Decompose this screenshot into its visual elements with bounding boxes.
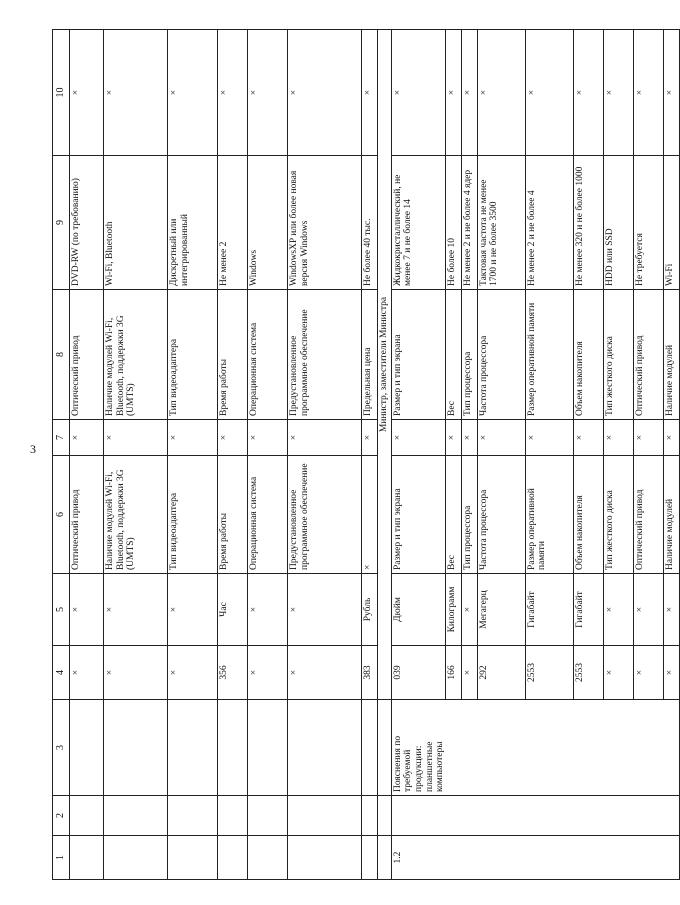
table-cell: Не менее 2 и не более 4 xyxy=(525,156,573,290)
table-cell: × xyxy=(362,456,378,574)
rotated-page xyxy=(52,30,675,880)
table-cell: Оптический привод xyxy=(633,290,663,420)
table-cell: × xyxy=(633,30,663,156)
table-cell xyxy=(218,700,248,796)
table-cell: × xyxy=(603,646,633,700)
table-cell: × xyxy=(168,420,218,456)
table-cell: Тип жесткого диска xyxy=(603,456,633,574)
table-cell: Предустановленное программное обеспечение xyxy=(288,456,362,574)
section-cell xyxy=(378,700,392,796)
section-label: Министр, заместители Министра xyxy=(378,30,392,700)
table-cell: Тип процессора xyxy=(461,290,477,420)
table-cell xyxy=(168,796,218,836)
table-cell: 2553 xyxy=(525,646,573,700)
table-cell: × xyxy=(248,420,288,456)
table-cell: Тактовая частота не менее 1700 и не более 3500 xyxy=(477,156,525,290)
table-cell: × xyxy=(104,646,168,700)
table-cell: Операционная система xyxy=(248,290,288,420)
table-cell: WindowsXP или более новая версия Windows xyxy=(288,156,362,290)
table-cell: × xyxy=(477,420,525,456)
table-cell: Оптический привод xyxy=(70,456,104,574)
table-cell: Размер оперативной памяти xyxy=(525,456,573,574)
table-cell: Наличие модулей Wi-Fi, Bluetooth, поддержки 3G (UMTS) xyxy=(104,290,168,420)
header-cell: 10 xyxy=(53,30,70,156)
table-cell xyxy=(218,836,248,880)
table-cell: × xyxy=(573,420,603,456)
page-number: 3 xyxy=(30,442,36,456)
table-cell: × xyxy=(70,646,104,700)
table-cell xyxy=(288,836,362,880)
table-cell xyxy=(168,700,218,796)
table-cell: Вес xyxy=(445,290,461,420)
table-cell xyxy=(70,836,104,880)
table-cell xyxy=(248,796,288,836)
empty-cell xyxy=(391,796,679,836)
table-cell: × xyxy=(663,420,679,456)
table-row xyxy=(168,30,218,880)
table-row xyxy=(288,30,362,880)
table-cell xyxy=(218,796,248,836)
table-cell: × xyxy=(461,30,477,156)
table-cell xyxy=(70,700,104,796)
table-cell: × xyxy=(477,30,525,156)
table-cell: Час xyxy=(218,574,248,646)
header-cell: 1 xyxy=(53,836,70,880)
table-cell: Тип видеоадаптера xyxy=(168,290,218,420)
table-cell: Рубль xyxy=(362,574,378,646)
table-cell: × xyxy=(248,574,288,646)
table-cell: Не более 10 xyxy=(445,156,461,290)
table-cell: × xyxy=(70,420,104,456)
table-cell: Не менее 320 и не более 1000 xyxy=(573,156,603,290)
table-cell: Оптический привод xyxy=(70,290,104,420)
table-cell: Предельная цена xyxy=(362,290,378,420)
section-cell xyxy=(378,796,392,836)
table-cell: Тип видеоадаптера xyxy=(168,456,218,574)
table-cell: × xyxy=(461,574,477,646)
table-cell: Наличие модулей Wi-Fi, Bluetooth, поддержки 3G (UMTS) xyxy=(104,456,168,574)
table-cell: × xyxy=(104,574,168,646)
table-row xyxy=(248,30,288,880)
table-cell: Не менее 2 xyxy=(218,156,248,290)
table-cell: Оптический привод xyxy=(633,456,663,574)
table-cell: × xyxy=(104,30,168,156)
table-cell: DVD-RW (по требованию) xyxy=(70,156,104,290)
table-cell: × xyxy=(663,646,679,700)
table-cell: × xyxy=(218,420,248,456)
table-cell xyxy=(362,796,378,836)
table-cell: Жидкокристаллический, не менее 7 и не более 14 xyxy=(391,156,445,290)
table-row xyxy=(218,30,248,880)
table-cell: Операционная система xyxy=(248,456,288,574)
header-cell: 7 xyxy=(53,420,70,456)
table-cell: 166 xyxy=(445,646,461,700)
table-cell: Гигабайт xyxy=(525,574,573,646)
table-cell: × xyxy=(603,30,633,156)
table-cell xyxy=(288,700,362,796)
table-cell: Размер и тип экрана xyxy=(391,456,445,574)
table-cell: Вес xyxy=(445,456,461,574)
table-cell xyxy=(248,836,288,880)
table-cell: × xyxy=(525,30,573,156)
table-cell: Тип процессора xyxy=(461,456,477,574)
table-cell: × xyxy=(445,30,461,156)
table-cell: Предустановленное программное обеспечение xyxy=(288,290,362,420)
table-cell: × xyxy=(248,646,288,700)
table-cell: Объем накопителя xyxy=(573,290,603,420)
table-cell: 2553 xyxy=(573,646,603,700)
table-cell: × xyxy=(663,574,679,646)
requirements-table xyxy=(52,29,680,880)
table-cell: 383 xyxy=(362,646,378,700)
table-cell: × xyxy=(218,30,248,156)
table-cell: Дискретный или интегрированный xyxy=(168,156,218,290)
position-number: 1.2 xyxy=(391,836,679,880)
header-cell: 4 xyxy=(53,646,70,700)
table-cell: × xyxy=(461,420,477,456)
table-cell: × xyxy=(70,30,104,156)
table-cell xyxy=(104,836,168,880)
table-cell: Время работы xyxy=(218,456,248,574)
table-cell: Не менее 2 и не более 4 ядер xyxy=(461,156,477,290)
table-cell: Wi-Fi, Bluetooth xyxy=(104,156,168,290)
table-cell: × xyxy=(70,574,104,646)
table-cell: Размер и тип экрана xyxy=(391,290,445,420)
table-cell: × xyxy=(391,30,445,156)
table-cell: Размер оперативной памяти xyxy=(525,290,573,420)
table-cell xyxy=(168,836,218,880)
table-cell: Время работы xyxy=(218,290,248,420)
table-cell: 292 xyxy=(477,646,525,700)
table-cell: Частота процессора xyxy=(477,290,525,420)
table-cell: × xyxy=(362,420,378,456)
table-cell xyxy=(248,700,288,796)
table-cell: × xyxy=(168,574,218,646)
table-cell: × xyxy=(248,30,288,156)
table-cell: × xyxy=(633,646,663,700)
table-cell: × xyxy=(288,420,362,456)
table-cell: 039 xyxy=(391,646,445,700)
table-cell: × xyxy=(633,574,663,646)
table-cell: × xyxy=(168,646,218,700)
section-row xyxy=(378,30,392,880)
table-cell: HDD или SSD xyxy=(603,156,633,290)
table-cell: × xyxy=(288,574,362,646)
table-cell: × xyxy=(573,30,603,156)
table-cell: × xyxy=(288,30,362,156)
table-cell: Наличие модулей xyxy=(663,290,679,420)
header-row xyxy=(53,30,70,880)
table-cell: Не более 40 тыс. xyxy=(362,156,378,290)
header-cell: 3 xyxy=(53,700,70,796)
header-cell: 6 xyxy=(53,456,70,574)
table-cell: × xyxy=(168,30,218,156)
table-cell: 356 xyxy=(218,646,248,700)
table-cell: Объем накопителя xyxy=(573,456,603,574)
table-cell: × xyxy=(603,420,633,456)
table-cell: × xyxy=(461,646,477,700)
table-cell: Wi-Fi xyxy=(663,156,679,290)
header-cell: 5 xyxy=(53,574,70,646)
table-cell: × xyxy=(445,420,461,456)
table-cell xyxy=(104,796,168,836)
table-cell: Дюйм xyxy=(391,574,445,646)
table-cell: Частота процессора xyxy=(477,456,525,574)
table-cell: × xyxy=(391,420,445,456)
table-cell: Гигабайт xyxy=(573,574,603,646)
table-cell: Windows xyxy=(248,156,288,290)
table-cell: × xyxy=(525,420,573,456)
table-cell: × xyxy=(603,574,633,646)
table-cell: × xyxy=(663,30,679,156)
table-cell: × xyxy=(288,646,362,700)
table-cell: × xyxy=(362,30,378,156)
header-cell: 8 xyxy=(53,290,70,420)
table-cell: Килограмм xyxy=(445,574,461,646)
table-row xyxy=(104,30,168,880)
table-cell: Тип жесткого диска xyxy=(603,290,633,420)
table-row xyxy=(391,30,445,880)
table-cell: Не требуется xyxy=(633,156,663,290)
table-cell xyxy=(70,796,104,836)
table-cell: × xyxy=(633,420,663,456)
table-cell xyxy=(104,700,168,796)
table-row xyxy=(362,30,378,880)
table-cell: × xyxy=(104,420,168,456)
table-cell xyxy=(362,836,378,880)
header-cell: 2 xyxy=(53,796,70,836)
header-cell: 9 xyxy=(53,156,70,290)
table-row xyxy=(70,30,104,880)
table-cell xyxy=(362,700,378,796)
table-cell: Наличие модулей xyxy=(663,456,679,574)
section-cell xyxy=(378,836,392,880)
table-cell: Мегагерц xyxy=(477,574,525,646)
table-cell xyxy=(288,796,362,836)
product-description: Пояснения по требуемой продукции: планшетные компьютеры xyxy=(391,700,679,796)
